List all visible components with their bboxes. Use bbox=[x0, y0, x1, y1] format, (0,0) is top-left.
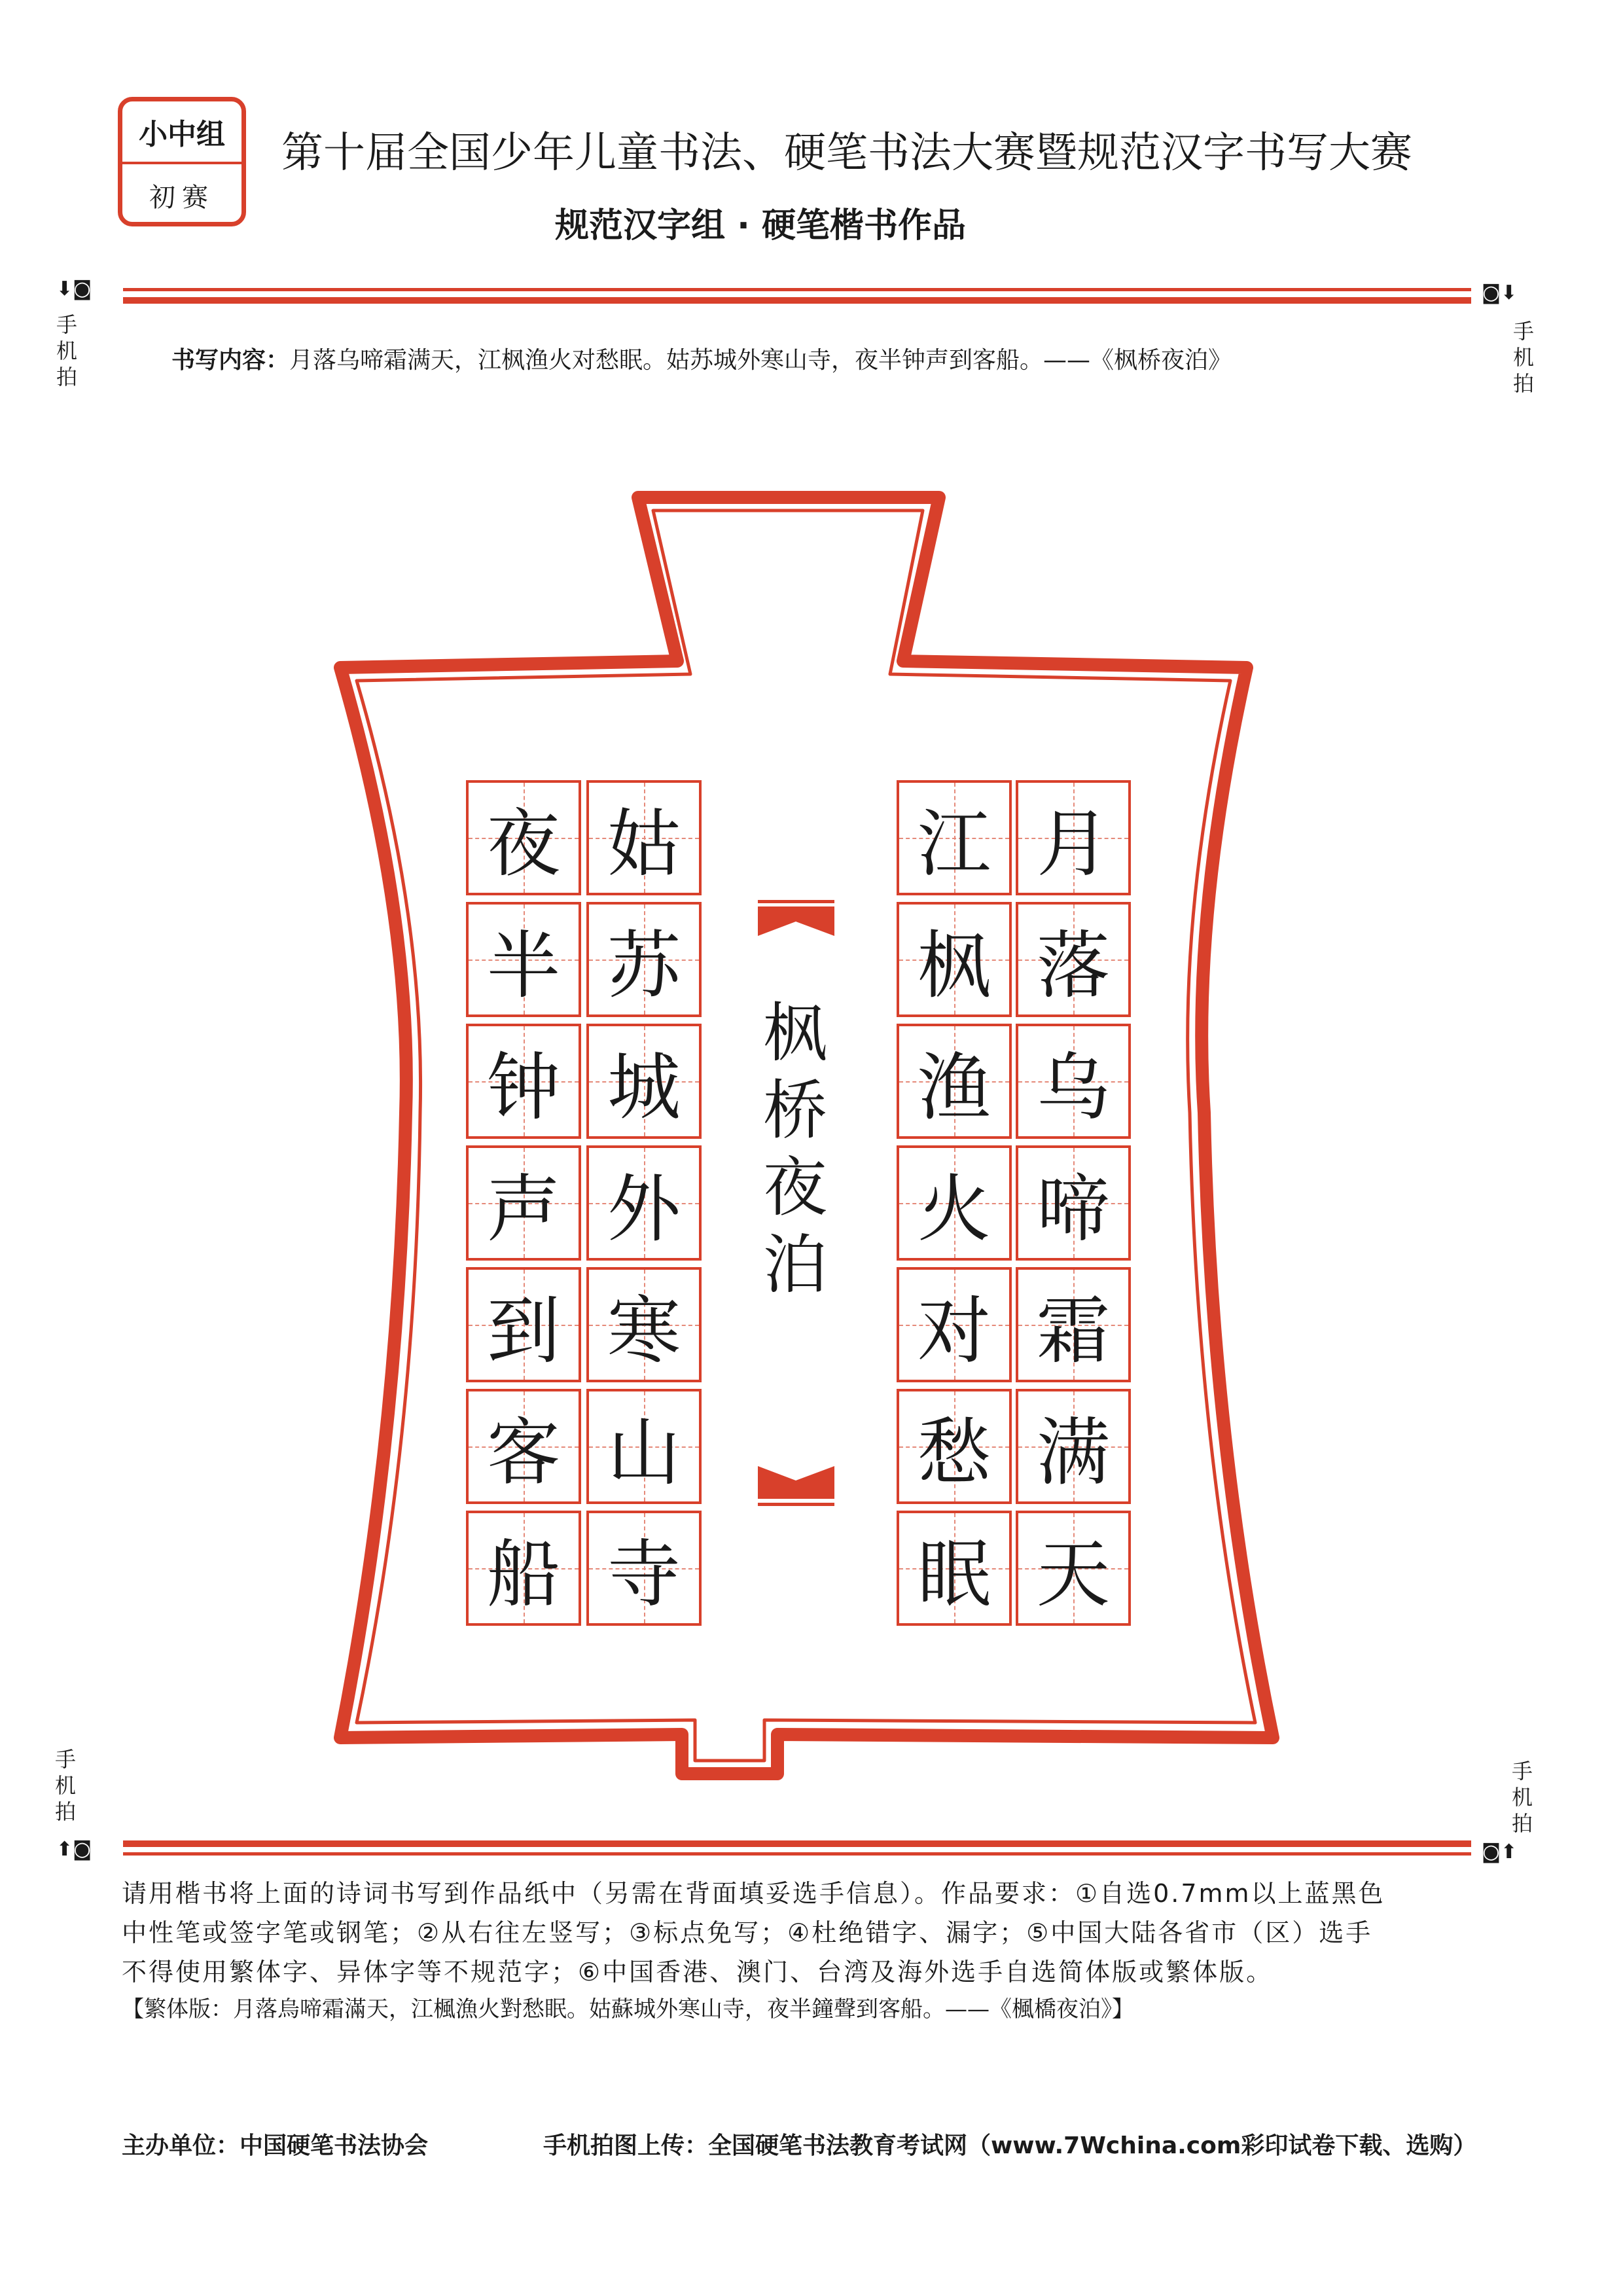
grid-character: 乌 bbox=[1037, 1045, 1110, 1130]
grid-cell bbox=[586, 780, 702, 895]
poem-title-vertical: 枫桥夜泊 bbox=[762, 996, 827, 1302]
writing-content-label: 书写内容： bbox=[171, 347, 290, 374]
grid-character: 愁 bbox=[918, 1410, 991, 1496]
grid-cell bbox=[466, 1511, 581, 1626]
grid-cell bbox=[1016, 1267, 1131, 1382]
grid-character: 满 bbox=[1037, 1410, 1110, 1496]
grid-cell bbox=[466, 1267, 581, 1382]
grid-cell bbox=[466, 1024, 581, 1139]
grid-cell bbox=[897, 1024, 1012, 1139]
top-right-photo-label: 手机拍 bbox=[1512, 319, 1534, 396]
grid-character: 半 bbox=[487, 923, 560, 1009]
grid-character: 江 bbox=[918, 801, 991, 887]
grid-character: 船 bbox=[487, 1532, 560, 1617]
grid-character: 山 bbox=[607, 1410, 681, 1496]
grid-character: 眠 bbox=[918, 1532, 991, 1617]
grid-character: 寒 bbox=[607, 1288, 681, 1374]
group-label: 小中组 bbox=[122, 101, 241, 164]
grid-character: 城 bbox=[607, 1045, 681, 1130]
top-right-photo-mark: ◙⬇ bbox=[1482, 281, 1518, 304]
grid-character: 夜 bbox=[487, 801, 560, 887]
grid-character: 外 bbox=[607, 1166, 681, 1252]
grid-cell bbox=[1016, 1511, 1131, 1626]
grid-cell bbox=[586, 902, 702, 1017]
grid-cell bbox=[586, 1024, 702, 1139]
grid-character: 霜 bbox=[1037, 1288, 1110, 1374]
grid-cell bbox=[1016, 780, 1131, 895]
grid-cell bbox=[897, 1145, 1012, 1261]
grid-cell bbox=[466, 1145, 581, 1261]
grid-cell bbox=[586, 1267, 702, 1382]
instructions bbox=[122, 1873, 1385, 1991]
stage-label: 初赛 bbox=[149, 183, 215, 213]
bottom-rule-thick bbox=[123, 1840, 1471, 1847]
grid-cell bbox=[466, 1389, 581, 1504]
bottom-rule-thin bbox=[123, 1852, 1471, 1856]
grid-cell bbox=[1016, 1389, 1131, 1504]
grid-cell bbox=[897, 1267, 1012, 1382]
bottom-left-photo-label: 手机拍 bbox=[54, 1747, 76, 1824]
grid-character: 枫 bbox=[918, 923, 991, 1009]
instruction-line: 中性笔或签字笔或钢笔；②从右往左竖写；③标点免写；④杜绝错字、漏字；⑤中国大陆各省市（区）选手 bbox=[122, 1918, 1373, 1947]
grid-character: 火 bbox=[918, 1166, 991, 1252]
grid-cell bbox=[466, 902, 581, 1017]
grid-character: 天 bbox=[1037, 1532, 1110, 1617]
grid-cell bbox=[586, 1389, 702, 1504]
grid-cell bbox=[897, 1389, 1012, 1504]
grid-character: 月 bbox=[1037, 801, 1110, 887]
bottom-right-photo-label: 手机拍 bbox=[1511, 1759, 1533, 1836]
grid-cell bbox=[466, 780, 581, 895]
grid-character: 苏 bbox=[607, 923, 681, 1009]
traditional-version: 【繁体版：月落烏啼霜滿天，江楓漁火對愁眠。姑蘇城外寒山寺，夜半鐘聲到客船。——《楓橋夜泊》】 bbox=[122, 1996, 1134, 2022]
instruction-line: 不得使用繁体字、异体字等不规范字；⑥中国香港、澳门、台湾及海外选手自选简体版或繁体版。 bbox=[122, 1958, 1274, 1986]
grid-character: 到 bbox=[487, 1288, 560, 1374]
top-left-photo-mark: ⬇◙ bbox=[56, 278, 92, 300]
grid-character: 声 bbox=[487, 1166, 560, 1252]
grid-cell bbox=[897, 780, 1012, 895]
page-subtitle: 规范汉字组 · 硬笔楷书作品 bbox=[555, 206, 966, 245]
grid-cell bbox=[586, 1511, 702, 1626]
grid-cell bbox=[1016, 1024, 1131, 1139]
footer-upload: 手机拍图上传：全国硬笔书法教育考试网（www.7Wchina.com彩印试卷下载、选购） bbox=[543, 2132, 1477, 2159]
grid-character: 渔 bbox=[918, 1045, 991, 1130]
grid-character: 寺 bbox=[607, 1532, 681, 1617]
top-left-photo-label: 手机拍 bbox=[56, 312, 77, 389]
bottom-right-photo-mark: ◙⬆ bbox=[1482, 1840, 1518, 1863]
grid-character: 姑 bbox=[607, 801, 681, 887]
instruction-line: 请用楷书将上面的诗词书写到作品纸中（另需在背面填妥选手信息）。作品要求：①自选0.7mm以上蓝黑色 bbox=[122, 1879, 1385, 1908]
page-title: 第十届全国少年儿童书法、硬笔书法大赛暨规范汉字书写大赛 bbox=[281, 129, 1412, 177]
grid-character: 啼 bbox=[1037, 1166, 1110, 1252]
bottom-left-photo-mark: ⬆◙ bbox=[56, 1838, 92, 1861]
grid-character: 落 bbox=[1037, 923, 1110, 1009]
footer-organizer: 主办单位：中国硬笔书法协会 bbox=[122, 2132, 429, 2159]
writing-content-text: 月落乌啼霜满天，江枫渔火对愁眠。姑苏城外寒山寺，夜半钟声到客船。——《枫桥夜泊》 bbox=[289, 347, 1232, 374]
grid-character: 对 bbox=[918, 1288, 991, 1374]
grid-cell bbox=[1016, 1145, 1131, 1261]
grid-cell bbox=[586, 1145, 702, 1261]
grid-character: 钟 bbox=[487, 1045, 560, 1130]
grid-cell bbox=[1016, 902, 1131, 1017]
grid-character: 客 bbox=[487, 1410, 560, 1496]
grid-cell bbox=[897, 902, 1012, 1017]
grid-cell bbox=[897, 1511, 1012, 1626]
